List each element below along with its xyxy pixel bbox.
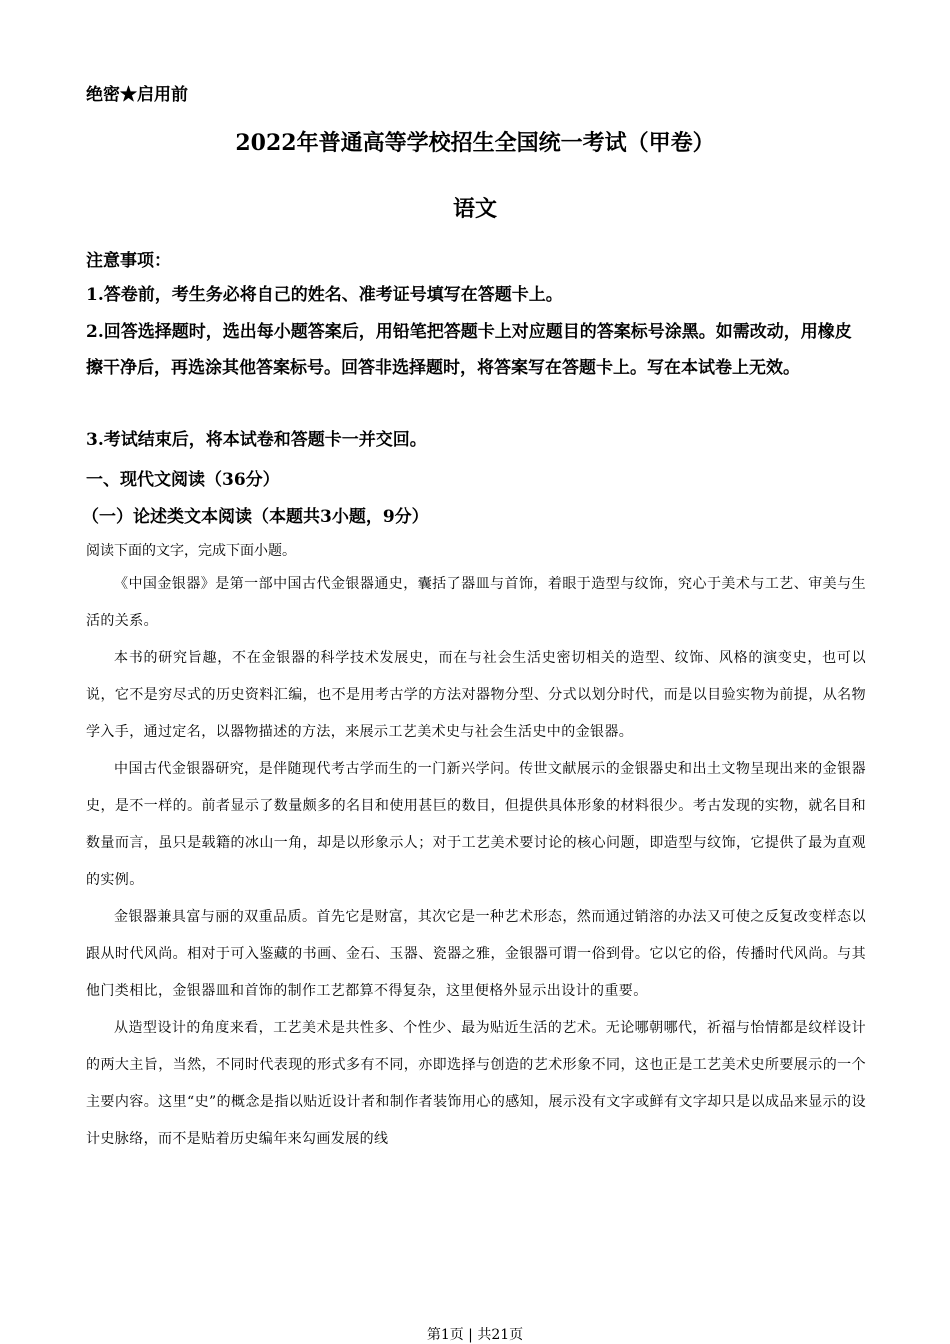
page-footer: 第1页 | 共21页 xyxy=(426,1327,524,1343)
notice-item-1: 1.答卷前，考生务必将自己的姓名、准考证号填写在答题卡上。 xyxy=(86,285,563,305)
exam-title: 2022年普通高等学校招生全国统一考试（甲卷） xyxy=(235,130,715,156)
passage-paragraph: 本书的研究旨趣，不在金银器的科学技术发展史，而在与社会生活史密切相关的造型、纹饰、风格的演变史，也可以说，它不是穷尽式的历史资料汇编，也不是用考古学的方法对器物分型、分式以划分时代，而是以目验实物为前提，从名物学入手，通过定名，以器物描述的方法，来展示工艺美术史与社会生活史中的金银器。 xyxy=(86,650,866,740)
notice-item-2: 2.回答选择题时，选出每小题答案后，用铅笔把答题卡上对应题目的答案标号涂黑。如需改动，用橡皮擦干净后，再选涂其他答案标号。回答非选择题时，将答案写在答题卡上。写在本试卷上无效。 xyxy=(86,322,852,378)
confidential-mark: 绝密★启用前 xyxy=(86,85,188,105)
reading-instruction: 阅读下面的文字，完成下面小题。 xyxy=(86,543,296,559)
subject-title: 语文 xyxy=(452,196,497,222)
notice-item-3: 3.考试结束后，将本试卷和答题卡一并交回。 xyxy=(86,430,427,450)
passage-paragraph: 中国古代金银器研究，是伴随现代考古学而生的一门新兴学问。传世文献展示的金银器史和出土文物呈现出来的金银器史，是不一样的。前者显示了数量颇多的名目和使用甚巨的数目，但提供具体形象的材料很少。考古发现的实物，就名目和数量而言，虽只是载籍的冰山一角，却是以形象示人；对于工艺美术要讨论的核心问题，即造型与纹饰，它提供了最为直观的实例。 xyxy=(86,761,866,888)
passage-paragraph: 《中国金银器》是第一部中国古代金银器通史，囊括了器皿与首饰，着眼于造型与纹饰，究心于美术与工艺、审美与生活的关系。 xyxy=(86,576,866,629)
reading-passage xyxy=(86,566,866,1158)
section-heading: 一、现代文阅读（36分） xyxy=(86,470,280,490)
passage-paragraph: 金银器兼具富与丽的双重品质。首先它是财富，其次它是一种艺术形态，然而通过销溶的办法又可使之反复改变样态以跟从时代风尚。相对于可入鉴藏的书画、金石、玉器、瓷器之雅，金银器可谓一俗到骨。它以它的俗，传播时代风尚。与其他门类相比，金银器皿和首饰的制作工艺都算不得复杂，这里便格外显示出设计的重要。 xyxy=(86,909,866,999)
notice-heading: 注意事项： xyxy=(86,251,171,271)
subsection-heading: （一）论述类文本阅读（本题共3小题，9分） xyxy=(82,507,429,527)
passage-paragraph: 从造型设计的角度来看，工艺美术是共性多、个性少、最为贴近生活的艺术。无论哪朝哪代，祈福与怡情都是纹样设计的两大主旨，当然，不同时代表现的形式多有不同，亦即选择与创造的艺术形象不同，这也正是工艺美术史所要展示的一个主要内容。这里“史”的概念是指以贴近设计者和制作者装饰用心的感知，展示没有文字或鲜有文字却只是以成品来显示的设计史脉络，而不是贴着历史编年来勾画发展的线 xyxy=(86,1020,866,1147)
